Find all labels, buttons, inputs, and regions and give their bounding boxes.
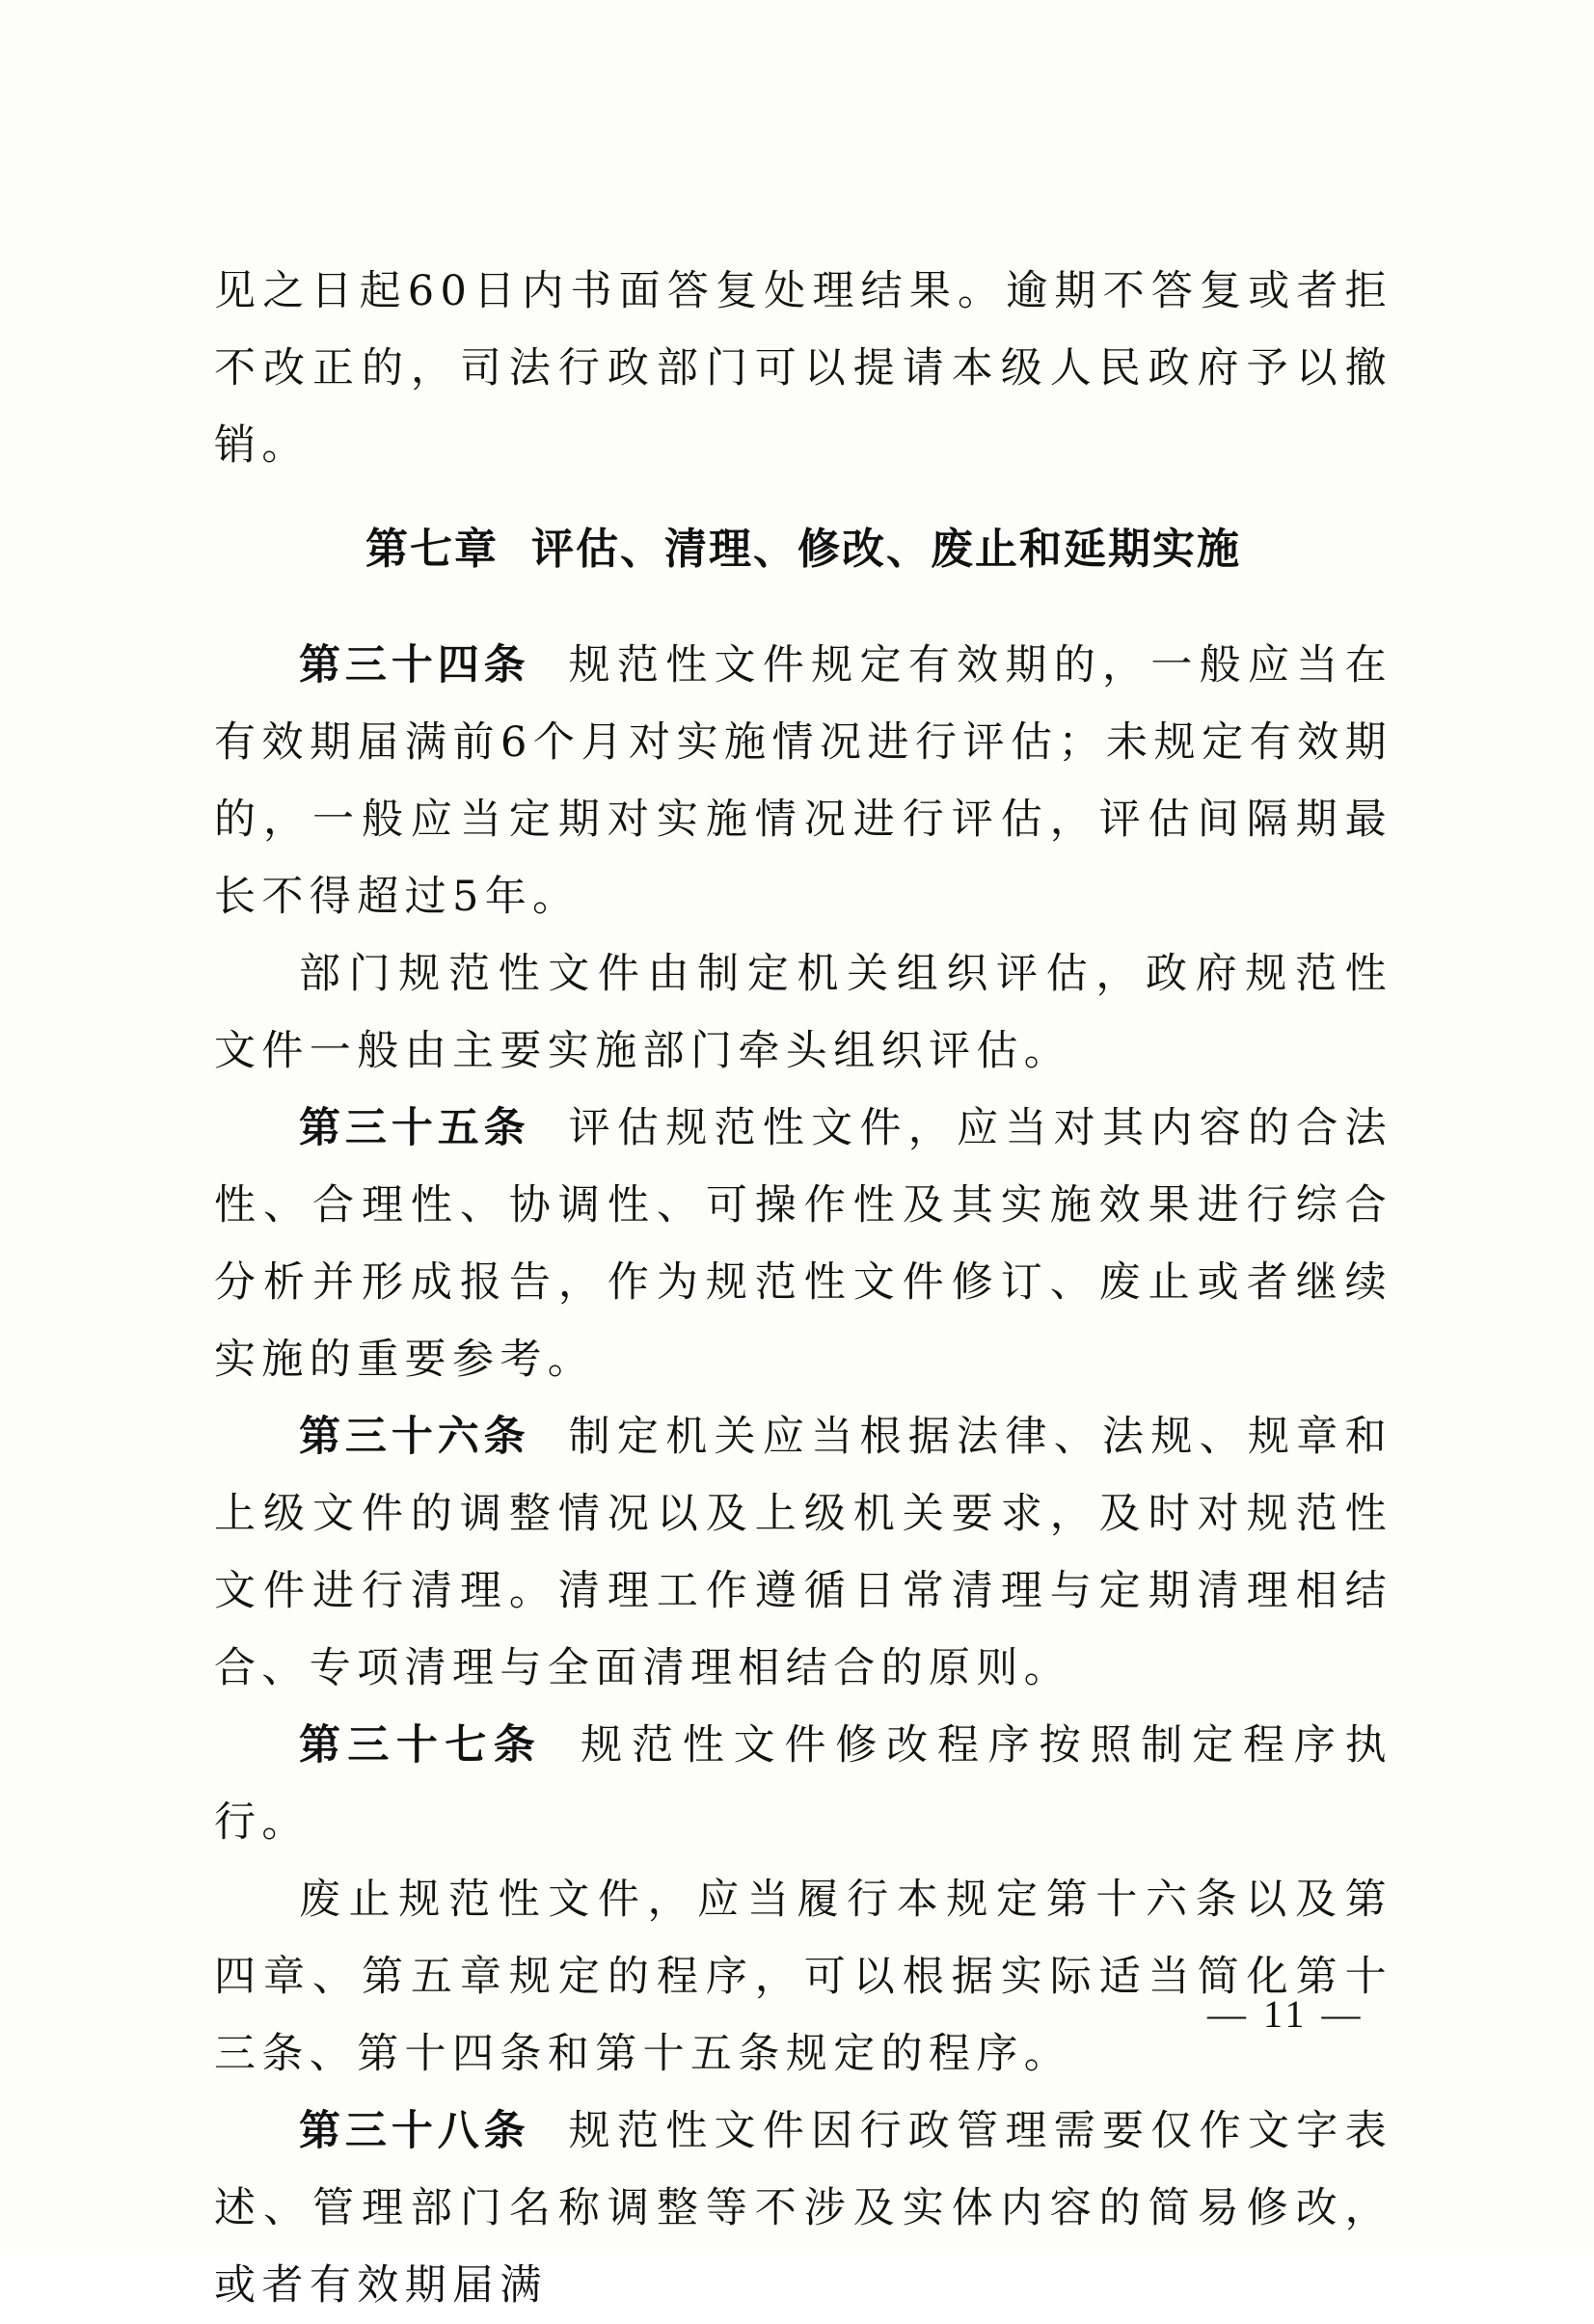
article-35 — [214, 1090, 1392, 1398]
chapter-title: 评估、清理、修改、废止和延期实施 — [531, 525, 1241, 574]
article-text: 制定机关应当根据法律、法规、规章和上级文件的调整情况以及上级机关要求，及时对规范性文件进行清理。清理工作遵循日常清理与定期清理相结合、专项清理与全面清理相结合的原则。 — [214, 1413, 1392, 1692]
article-label: 第三十五条 — [299, 1104, 530, 1152]
article-text: 部门规范性文件由制定机关组织评估，政府规范性文件一般由主要实施部门牵头组织评估。 — [214, 950, 1392, 1075]
article-text: 规范性文件规定有效期的，一般应当在有效期届满前6个月对实施情况进行评估；未规定有效期的，一般应当定期对实施情况进行评估，评估间隔期最长不得超过5年。 — [214, 641, 1392, 921]
article-label: 第三十七条 — [299, 1721, 543, 1770]
article-label: 第三十四条 — [299, 641, 530, 689]
article-34 — [214, 627, 1392, 935]
intro-paragraph — [214, 253, 1392, 484]
article-text: 评估规范性文件，应当对其内容的合法性、合理性、协调性、可操作性及其实施效果进行综合分析并形成报告，作为规范性文件修订、废止或者继续实施的重要参考。 — [214, 1104, 1392, 1384]
article-label: 第三十六条 — [299, 1413, 530, 1461]
page-number: — 11 — — [1207, 1992, 1364, 2036]
article-38 — [214, 2093, 1392, 2324]
chapter-heading — [214, 511, 1392, 588]
intro-text: 见之日起60日内书面答复处理结果。逾期不答复或者拒不改正的，司法行政部门可以提请本级人民政府予以撤销。 — [214, 267, 1392, 470]
article-text: 废止规范性文件，应当履行本规定第十六条以及第四章、第五章规定的程序，可以根据实际适当简化第十三条、第十四条和第十五条规定的程序。 — [214, 1876, 1392, 2078]
article-36 — [214, 1398, 1392, 1707]
article-34-paragraph-2 — [214, 935, 1392, 1090]
article-text: 规范性文件修改程序按照制定程序执行。 — [214, 1721, 1393, 1847]
article-text: 规范性文件因行政管理需要仅作文字表述、管理部门名称调整等不涉及实体内容的简易修改，或者有效期届满 — [214, 2107, 1392, 2310]
article-37 — [214, 1707, 1392, 1861]
article-label: 第三十八条 — [299, 2107, 530, 2155]
chapter-number: 第七章 — [365, 525, 499, 574]
article-37-paragraph-2 — [214, 1861, 1392, 2093]
